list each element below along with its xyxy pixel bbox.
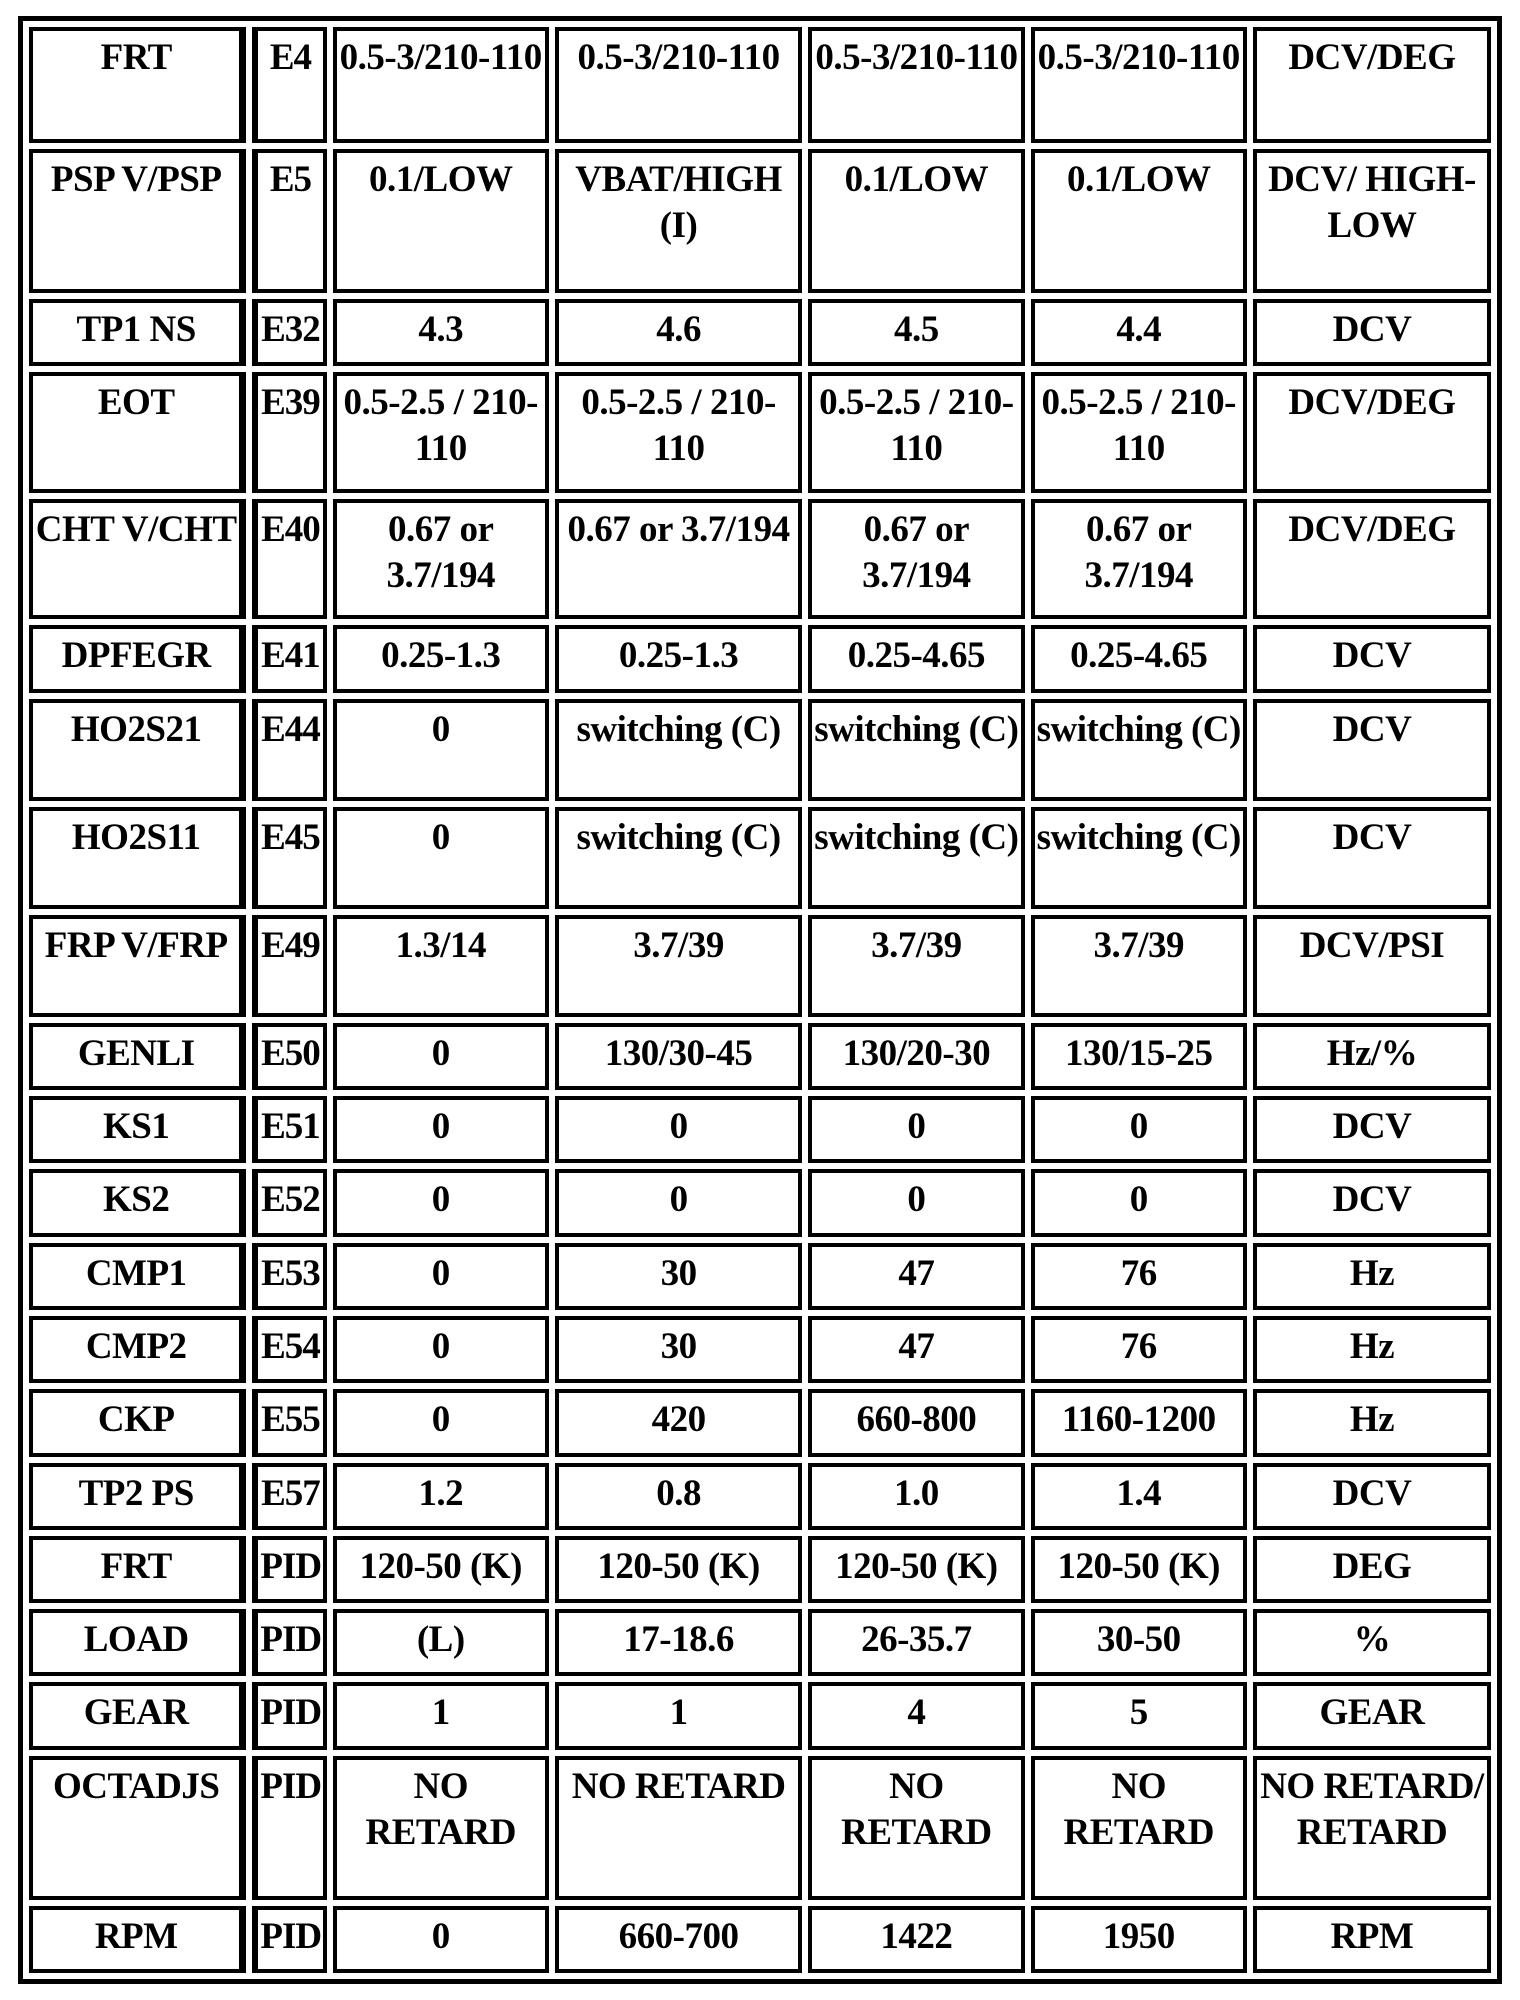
value-cell-1: 0 (333, 1906, 549, 1973)
value-cell-4: 5 (1031, 1682, 1247, 1749)
value-cell-4: 0 (1031, 1096, 1247, 1163)
value-cell-2: 17-18.6 (555, 1609, 802, 1676)
value-cell-3: 0.5-3/210-110 (808, 27, 1024, 143)
value-cell-3: 130/20-30 (808, 1023, 1024, 1090)
code-cell: PID (252, 1682, 326, 1749)
value-cell-2: VBAT/HIGH (I) (555, 149, 802, 293)
value-cell-4: 4.4 (1031, 299, 1247, 366)
code-cell: E57 (252, 1463, 326, 1530)
value-cell-4: switching (C) (1031, 699, 1247, 801)
signal-cell: FRT (29, 1536, 246, 1603)
value-cell-1: 0 (333, 1243, 549, 1310)
unit-cell: DCV/DEG (1253, 499, 1491, 620)
code-cell: E39 (252, 372, 326, 493)
table-row (29, 807, 1491, 909)
value-cell-4: switching (C) (1031, 807, 1247, 909)
code-cell: E55 (252, 1389, 326, 1456)
signal-cell: DPFEGR (29, 625, 246, 692)
signal-cell: EOT (29, 372, 246, 493)
unit-cell: DCV/DEG (1253, 372, 1491, 493)
code-cell: PID (252, 1609, 326, 1676)
signal-cell: TP1 NS (29, 299, 246, 366)
value-cell-1: 120-50 (K) (333, 1536, 549, 1603)
signal-cell: FRT (29, 27, 246, 143)
value-cell-2: 130/30-45 (555, 1023, 802, 1090)
table-row (29, 299, 1491, 366)
unit-cell: DCV (1253, 625, 1491, 692)
value-cell-1: 0 (333, 1096, 549, 1163)
value-cell-3: 47 (808, 1316, 1024, 1383)
signal-cell: RPM (29, 1906, 246, 1973)
value-cell-4: 130/15-25 (1031, 1023, 1247, 1090)
code-cell: E4 (252, 27, 326, 143)
value-cell-4: 0.25-4.65 (1031, 625, 1247, 692)
code-cell: E41 (252, 625, 326, 692)
value-cell-3: 0.67 or 3.7/194 (808, 499, 1024, 620)
value-cell-4: 120-50 (K) (1031, 1536, 1247, 1603)
table-row (29, 699, 1491, 801)
value-cell-2: 0 (555, 1169, 802, 1236)
unit-cell: DCV (1253, 1096, 1491, 1163)
value-cell-3: 3.7/39 (808, 915, 1024, 1017)
value-cell-4: 30-50 (1031, 1609, 1247, 1676)
value-cell-4: 0.1/LOW (1031, 149, 1247, 293)
value-cell-2: 0.5-2.5 / 210-110 (555, 372, 802, 493)
value-cell-3: 4.5 (808, 299, 1024, 366)
signal-cell: GENLI (29, 1023, 246, 1090)
code-cell: E32 (252, 299, 326, 366)
value-cell-2: 420 (555, 1389, 802, 1456)
unit-cell: DCV (1253, 699, 1491, 801)
code-cell: PID (252, 1536, 326, 1603)
table-row (29, 372, 1491, 493)
value-cell-4: 76 (1031, 1243, 1247, 1310)
value-cell-1: (L) (333, 1609, 549, 1676)
unit-cell: DCV/PSI (1253, 915, 1491, 1017)
code-cell: E50 (252, 1023, 326, 1090)
value-cell-3: 1.0 (808, 1463, 1024, 1530)
value-cell-4: 1950 (1031, 1906, 1247, 1973)
value-cell-1: 0 (333, 1316, 549, 1383)
unit-cell: % (1253, 1609, 1491, 1676)
value-cell-2: 0 (555, 1096, 802, 1163)
signal-cell: GEAR (29, 1682, 246, 1749)
unit-cell: DCV (1253, 299, 1491, 366)
value-cell-1: 0.25-1.3 (333, 625, 549, 692)
value-cell-2: 1 (555, 1682, 802, 1749)
value-cell-2: 4.6 (555, 299, 802, 366)
signal-cell: CKP (29, 1389, 246, 1456)
unit-cell: NO RETARD/ RETARD (1253, 1756, 1491, 1900)
value-cell-1: 0 (333, 1169, 549, 1236)
unit-cell: RPM (1253, 1906, 1491, 1973)
code-cell: E54 (252, 1316, 326, 1383)
value-cell-3: NO RETARD (808, 1756, 1024, 1900)
data-table (18, 16, 1502, 1984)
value-cell-3: 26-35.7 (808, 1609, 1024, 1676)
value-cell-3: 0 (808, 1169, 1024, 1236)
value-cell-2: 0.5-3/210-110 (555, 27, 802, 143)
value-cell-4: 3.7/39 (1031, 915, 1247, 1017)
table-row (29, 149, 1491, 293)
value-cell-3: 4 (808, 1682, 1024, 1749)
code-cell: E44 (252, 699, 326, 801)
unit-cell: DCV (1253, 1169, 1491, 1236)
value-cell-1: 0 (333, 807, 549, 909)
value-cell-1: 0.1/LOW (333, 149, 549, 293)
signal-cell: OCTADJS (29, 1756, 246, 1900)
code-cell: E52 (252, 1169, 326, 1236)
value-cell-2: 0.25-1.3 (555, 625, 802, 692)
value-cell-4: 0.5-3/210-110 (1031, 27, 1247, 143)
value-cell-3: 120-50 (K) (808, 1536, 1024, 1603)
signal-cell: CHT V/CHT (29, 499, 246, 620)
value-cell-4: 0.5-2.5 / 210-110 (1031, 372, 1247, 493)
unit-cell: Hz (1253, 1316, 1491, 1383)
unit-cell: Hz (1253, 1243, 1491, 1310)
signal-cell: FRP V/FRP (29, 915, 246, 1017)
code-cell: E53 (252, 1243, 326, 1310)
unit-cell: DCV (1253, 1463, 1491, 1530)
value-cell-4: 76 (1031, 1316, 1247, 1383)
value-cell-3: 47 (808, 1243, 1024, 1310)
value-cell-4: 0 (1031, 1169, 1247, 1236)
value-cell-4: 1.4 (1031, 1463, 1247, 1530)
table-row (29, 1096, 1491, 1163)
value-cell-1: 0.67 or 3.7/194 (333, 499, 549, 620)
value-cell-3: 0.25-4.65 (808, 625, 1024, 692)
value-cell-2: 660-700 (555, 1906, 802, 1973)
table-row (29, 1169, 1491, 1236)
code-cell: E49 (252, 915, 326, 1017)
table-row (29, 499, 1491, 620)
value-cell-1: 1.3/14 (333, 915, 549, 1017)
signal-cell: KS2 (29, 1169, 246, 1236)
unit-cell: DCV (1253, 807, 1491, 909)
table-row (29, 1609, 1491, 1676)
value-cell-1: 0 (333, 699, 549, 801)
value-cell-3: switching (C) (808, 807, 1024, 909)
value-cell-2: 30 (555, 1316, 802, 1383)
value-cell-2: switching (C) (555, 699, 802, 801)
value-cell-1: 1 (333, 1682, 549, 1749)
signal-cell: PSP V/PSP (29, 149, 246, 293)
unit-cell: GEAR (1253, 1682, 1491, 1749)
code-cell: PID (252, 1906, 326, 1973)
value-cell-2: 0.67 or 3.7/194 (555, 499, 802, 620)
table-row (29, 1463, 1491, 1530)
signal-cell: KS1 (29, 1096, 246, 1163)
table-row (29, 625, 1491, 692)
table-row (29, 1243, 1491, 1310)
value-cell-3: 0.5-2.5 / 210-110 (808, 372, 1024, 493)
signal-cell: TP2 PS (29, 1463, 246, 1530)
value-cell-2: NO RETARD (555, 1756, 802, 1900)
table-row (29, 915, 1491, 1017)
code-cell: E51 (252, 1096, 326, 1163)
code-cell: PID (252, 1756, 326, 1900)
value-cell-1: 0 (333, 1389, 549, 1456)
value-cell-4: NO RETARD (1031, 1756, 1247, 1900)
unit-cell: DCV/DEG (1253, 27, 1491, 143)
code-cell: E5 (252, 149, 326, 293)
value-cell-4: 1160-1200 (1031, 1389, 1247, 1456)
value-cell-2: 30 (555, 1243, 802, 1310)
table-row (29, 1316, 1491, 1383)
signal-cell: CMP2 (29, 1316, 246, 1383)
value-cell-3: 0 (808, 1096, 1024, 1163)
table-row (29, 27, 1491, 143)
value-cell-3: switching (C) (808, 699, 1024, 801)
table-row (29, 1906, 1491, 1973)
value-cell-3: 0.1/LOW (808, 149, 1024, 293)
value-cell-1: 4.3 (333, 299, 549, 366)
value-cell-3: 660-800 (808, 1389, 1024, 1456)
signal-cell: HO2S11 (29, 807, 246, 909)
value-cell-1: NO RETARD (333, 1756, 549, 1900)
signal-cell: HO2S21 (29, 699, 246, 801)
value-cell-2: 120-50 (K) (555, 1536, 802, 1603)
table-row (29, 1389, 1491, 1456)
code-cell: E40 (252, 499, 326, 620)
table-row (29, 1682, 1491, 1749)
table-row (29, 1756, 1491, 1900)
unit-cell: Hz (1253, 1389, 1491, 1456)
table-row (29, 1536, 1491, 1603)
value-cell-4: 0.67 or 3.7/194 (1031, 499, 1247, 620)
table-body (29, 27, 1491, 1973)
signal-cell: LOAD (29, 1609, 246, 1676)
value-cell-2: switching (C) (555, 807, 802, 909)
value-cell-1: 1.2 (333, 1463, 549, 1530)
unit-cell: DCV/ HIGH- LOW (1253, 149, 1491, 293)
signal-cell: CMP1 (29, 1243, 246, 1310)
value-cell-1: 0.5-3/210-110 (333, 27, 549, 143)
value-cell-3: 1422 (808, 1906, 1024, 1973)
value-cell-1: 0.5-2.5 / 210-110 (333, 372, 549, 493)
code-cell: E45 (252, 807, 326, 909)
unit-cell: DEG (1253, 1536, 1491, 1603)
unit-cell: Hz/% (1253, 1023, 1491, 1090)
value-cell-2: 3.7/39 (555, 915, 802, 1017)
table-row (29, 1023, 1491, 1090)
value-cell-2: 0.8 (555, 1463, 802, 1530)
value-cell-1: 0 (333, 1023, 549, 1090)
